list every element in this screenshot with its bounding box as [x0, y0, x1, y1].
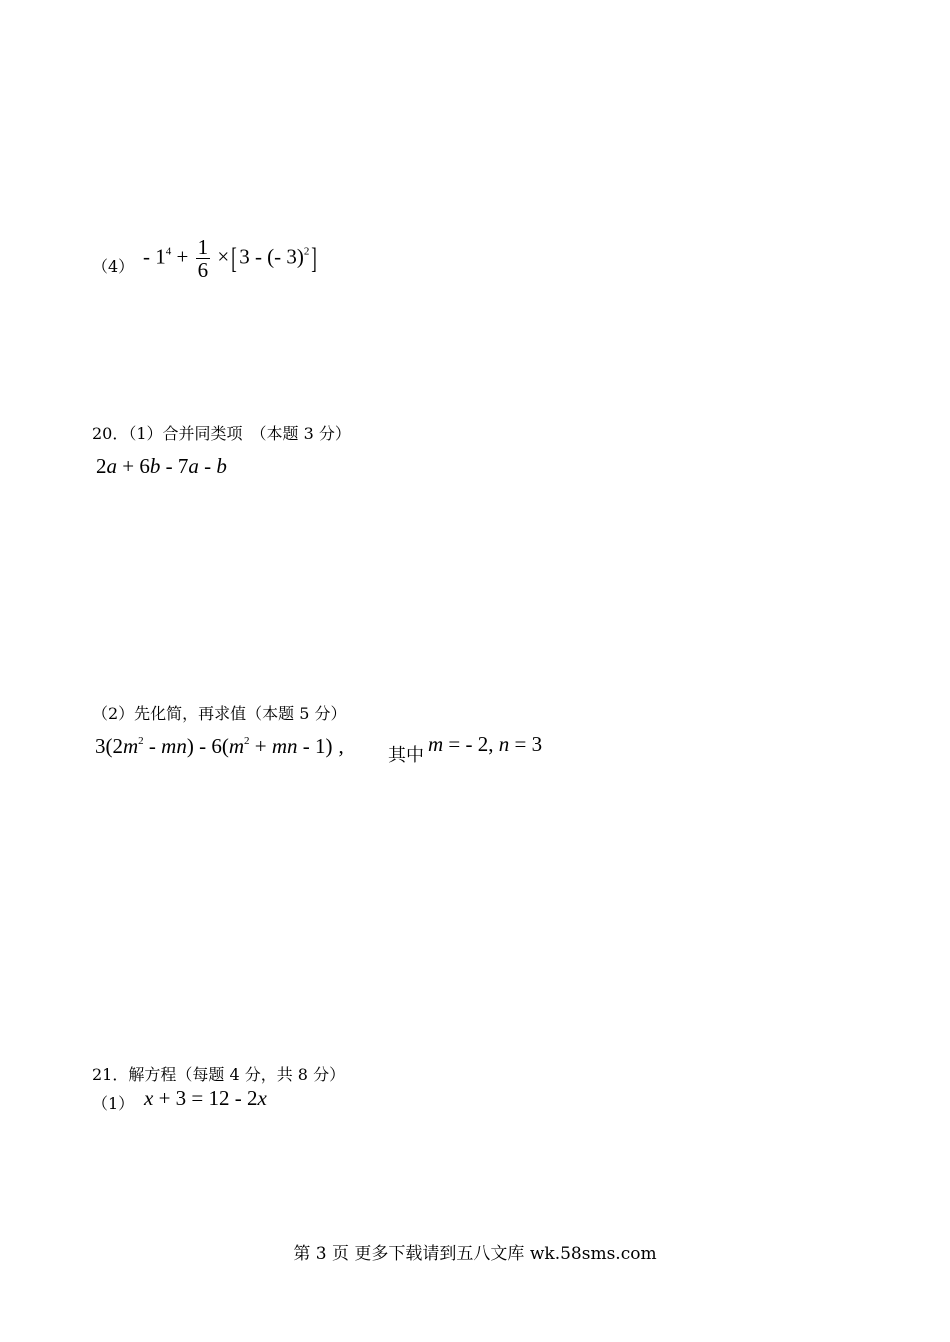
- q20-expression-2: [95, 734, 344, 759]
- expr2-var: m: [228, 734, 244, 758]
- bracket-inner: 3 - (- 3): [239, 244, 304, 269]
- bracket-close: ]: [311, 241, 318, 275]
- expr2-var: m: [123, 734, 139, 758]
- q19-4-expression: [143, 236, 319, 281]
- expr-exponent: 4: [165, 245, 172, 258]
- eq-var: x: [144, 1086, 154, 1110]
- q20-expression-1: [96, 454, 227, 479]
- cond-part: = 3: [509, 732, 543, 756]
- q21-equation-1: [144, 1086, 267, 1111]
- expr-sign: - 1: [143, 244, 166, 269]
- fraction-denominator: 6: [197, 258, 209, 282]
- expr2-comma: ,: [338, 734, 344, 758]
- eq-part: + 3 = 12 - 2: [153, 1086, 258, 1110]
- fraction: [196, 236, 211, 281]
- expr1-var: b: [149, 454, 161, 478]
- cond-var-n: n: [498, 732, 510, 756]
- expr2-exponent: 2: [138, 735, 144, 747]
- fraction-numerator: 1: [197, 235, 209, 259]
- expr1-var: b: [216, 454, 227, 478]
- inner-exponent: 2: [303, 245, 310, 258]
- expr2-var: mn: [161, 734, 187, 758]
- expr2-exponent: 2: [244, 735, 250, 747]
- expr1-term: -: [198, 454, 217, 478]
- expr-plus: +: [176, 244, 189, 269]
- expr2-part: -: [143, 734, 162, 758]
- expr1-var: a: [188, 454, 199, 478]
- page-footer: 第 3 页 更多下载请到五八文库 wk.58sms.com: [293, 1244, 657, 1264]
- expr2-var: mn: [271, 734, 298, 758]
- expr1-term: + 6: [117, 454, 150, 478]
- cond-part: = - 2,: [443, 732, 499, 756]
- q20-title: 20．（1）合并同类项 （本题 3 分）: [92, 424, 351, 443]
- expr2-part: ) - 6(: [186, 734, 229, 758]
- q20-part2-title: （2）先化简，再求值（本题 5 分）: [92, 704, 347, 723]
- q21-title: 21．解方程（每题 4 分，共 8 分）: [92, 1065, 346, 1084]
- expr2-part: - 1): [297, 734, 333, 758]
- expr2-part: +: [249, 734, 272, 758]
- times-sign: ×: [217, 244, 230, 269]
- expr1-var: a: [106, 454, 117, 478]
- condition: [428, 732, 542, 757]
- q19-4-label: （4）: [92, 257, 135, 276]
- where-label: 其中: [388, 745, 424, 766]
- expr2-part: 3(2: [95, 734, 123, 758]
- bracket-open: [: [231, 241, 237, 275]
- expr1-term: 2: [96, 454, 107, 478]
- eq-var: x: [257, 1086, 267, 1110]
- q21-sub1-label: （1）: [92, 1094, 135, 1113]
- cond-var-m: m: [428, 732, 444, 756]
- expr1-term: - 7: [160, 454, 189, 478]
